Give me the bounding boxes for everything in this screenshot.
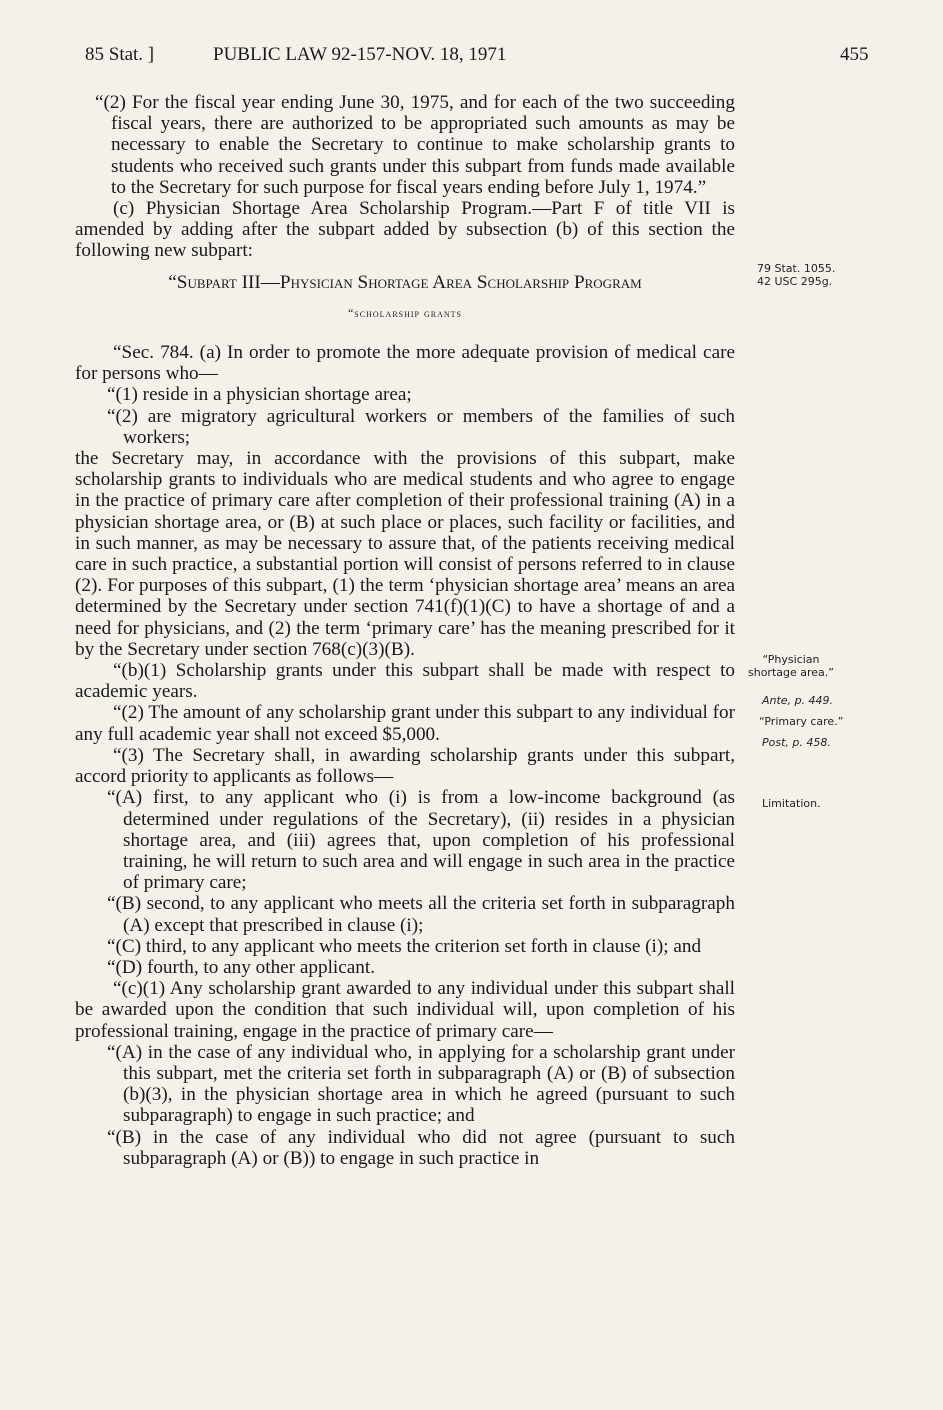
margin-note-line: “Physician: [762, 653, 820, 666]
margin-note-line: 79 Stat. 1055.: [757, 262, 836, 275]
clause: “(2) are migratory agricultural workers or members of the families of such workers;: [107, 405, 735, 448]
margin-note-post: Post, p. 458.: [762, 736, 831, 749]
margin-note-line: 42 USC 295g.: [757, 275, 833, 288]
margin-note-limitation: Limitation.: [762, 797, 821, 810]
paragraph: “Sec. 784. (a) In order to promote the more adequate provision of medical care for persons who—: [75, 342, 735, 385]
subpart-heading: “Subpart III—Physician Shortage Area Scholarship Program: [168, 271, 642, 293]
paragraph: “(b)(1) Scholarship grants under this subpart shall be made with respect to academic years.: [75, 660, 735, 703]
paragraph: “(3) The Secretary shall, in awarding scholarship grants under this subpart, accord priority to applicants as follows—: [75, 744, 735, 788]
margin-note-citation: [757, 262, 835, 288]
section-heading: “scholarship grants: [347, 305, 462, 320]
clause: “(A) in the case of any individual who, in applying for a scholarship grant under this subpart, met the criteria set forth in subparagraph (A) or (B) of subsection (b)(3), in the physician shortage area in which he agreed (pursuant to such subparagraph) to engage in such practice; and: [107, 1041, 735, 1127]
body-text: [75, 92, 735, 1169]
clause: “(B) in the case of any individual who did not agree (pursuant to such subparagraph (A) or (B)) to engage in such practice in: [107, 1126, 735, 1169]
clause: “(A) first, to any applicant who (i) is from a low-income background (as determined under regulations of the Secretary), (ii) resides in a physician shortage area, and (iii) agrees that, upon completion of his professional training, he will return to such area and will engage in such area in the practice of primary care;: [107, 787, 735, 894]
paragraph: (c) Physician Shortage Area Scholarship Program.—Part F of title VII is amended by adding after the subpart added by subsection (b) of this section the following new subpart:: [75, 198, 735, 262]
paragraph: the Secretary may, in accordance with the provisions of this subpart, make scholarship grants to individuals who are medical students and who agree to engage in the practice of primary care after completion of their professional training (A) in a physician shortage area, or (B) at such place or places, such facility or facilities, and in such manner, as may be necessary to assure that, of the patients receiving medical care in such practice, a substantial portion will consist of persons referred to in clause (2). For purposes of this subpart, (1) the term ‘physician shortage area’ means an area determined by the Secretary under section 741(f)(1)(C) to have a shortage of and a need for physicians, and (2) the term ‘primary care’ has the meaning prescribed for it by the Secretary under section 768(c)(3)(B).: [75, 448, 735, 660]
running-head-citation: 85 Stat. ]: [85, 44, 155, 65]
clause: “(C) third, to any applicant who meets the criterion set forth in clause (i); and: [107, 935, 702, 957]
paragraph: “(2) The amount of any scholarship grant under this subpart to any individual for any full academic year shall not exceed $5,000.: [75, 702, 735, 745]
margin-note-ante: Ante, p. 449.: [762, 694, 834, 707]
paragraph: “(c)(1) Any scholarship grant awarded to any individual under this subpart shall be awarded upon the condition that such individual will, upon completion of his professional training, engage in the practice of primary care—: [75, 978, 735, 1042]
margin-note-definition: [748, 653, 834, 679]
clause: “(B) second, to any applicant who meets all the criteria set forth in subparagraph (A) except that prescribed in clause (i);: [107, 893, 735, 936]
clause: “(1) reside in a physician shortage area;: [107, 384, 412, 406]
paragraph: “(2) For the fiscal year ending June 30, 1975, and for each of the two succeeding fiscal years, there are authorized to be appropriated such amounts as may be necessary to enable the Secretary to continue to make scholarship grants to students who received such grants under this subpart from funds made available to the Secretary for such purpose for fiscal years ending before July 1, 1974.”: [95, 92, 735, 198]
clause: “(D) fourth, to any other applicant.: [107, 956, 375, 978]
running-head-title: PUBLIC LAW 92-157-NOV. 18, 1971: [213, 44, 507, 65]
margin-note-line: shortage area.”: [748, 666, 834, 679]
margin-note-primary-care: “Primary care.”: [759, 715, 844, 728]
page-number: 455: [840, 44, 869, 65]
